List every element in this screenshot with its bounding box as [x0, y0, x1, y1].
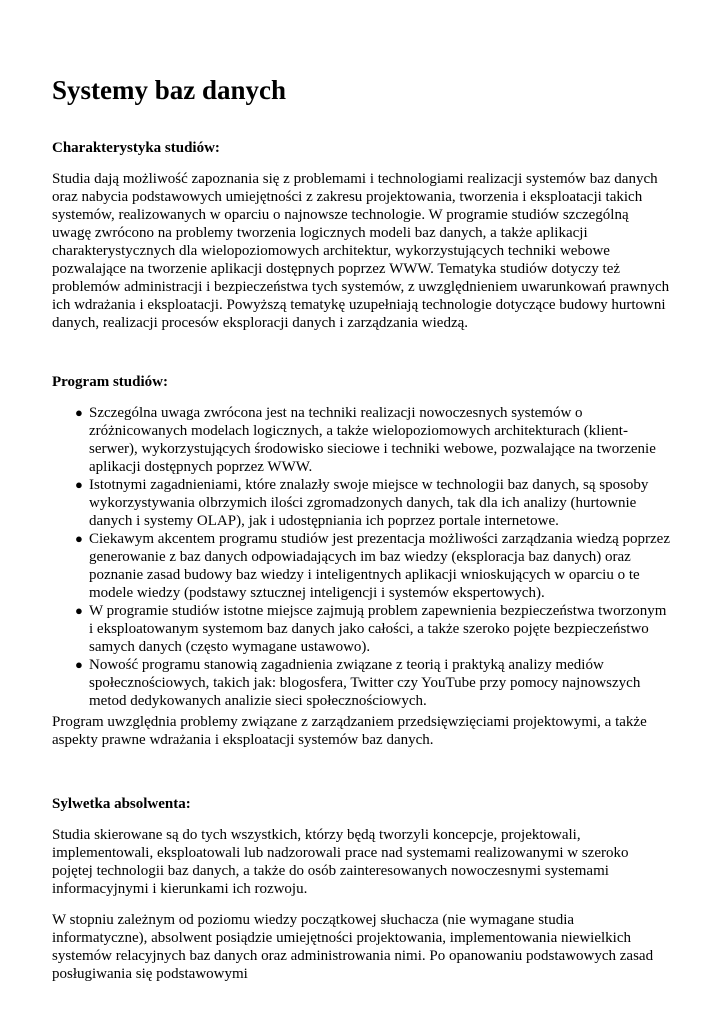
program-closing-paragraph: Program uwzględnia problemy związane z zarządzaniem przedsięwzięciami projektowymi, a także aspekty prawne wdrażania i eksploatacji systemów baz danych.: [52, 714, 647, 748]
list-item-text: Istotnymi zagadnieniami, które znalazły swoje miejsce w technologii baz danych, są sposoby wykorzystywania olbrzymich ilości zgromadzonych danych, tak dla ich analizy (hurtownie danych i systemy OLAP), jak i udostępniania ich poprzez portale internetowe.: [89, 477, 649, 529]
bullet-icon: ●: [75, 603, 83, 618]
page-title: Systemy baz danych: [52, 75, 287, 105]
list-item-text: Szczególna uwaga zwrócona jest na techniki realizacji nowoczesnych systemów o zróżnicowanych modelach logicznych, a także wielopoziomowych architekturach (klient-serwer), wykorzystujących środowisko sieciowe i techniki webowe, pozwalające na tworzenie aplikacji dostępnych poprzez WWW.: [89, 405, 656, 475]
bullet-icon: ●: [75, 405, 83, 420]
list-item-text: Ciekawym akcentem programu studiów jest prezentacja możliwości zarządzania wiedzą poprzez generowanie z baz danych odpowiadających im baz wiedzy (eksploracja baz danych) oraz poznanie zasad budowy baz wiedzy i inteligentnych aplikacji wnioskujących w oparciu o te modele wiedzy (podstawy sztucznej inteligencji i systemów ekspertowych).: [89, 531, 670, 601]
list-item: [75, 530, 670, 602]
section-heading-graduate: Sylwetka absolwenta:: [52, 796, 191, 812]
section-heading-characteristics: Charakterystyka studiów:: [52, 140, 220, 156]
program-list: [52, 404, 670, 710]
list-item: [75, 602, 670, 656]
list-item: [75, 404, 670, 476]
characteristics-paragraph: Studia dają możliwość zapoznania się z problemami i technologiami realizacji systemów baz danych oraz nabycia podstawowych umiejętności z zakresu projektowania, tworzenia i eksploatacji takich systemów, realizowanych w oparciu o najnowsze technologie. W programie studiów szczególną uwagę zwrócono na problemy tworzenia logicznych modeli baz danych, a także aplikacji charakterystycznych dla wielopoziomowych architektur, wykorzystujących techniki webowe pozwalające na tworzenie aplikacji dostępnych poprzez WWW. Tematyka studiów dotyczy też problemów administracji i bezpieczeństwa tych systemów, z uwzględnieniem uwarunkowań prawnych ich wdrażania i eksploatacji. Powyższą tematykę uzupełniają technologie dotyczące budowy hurtowni danych, realizacji procesów eksploracji danych i zarządzania wiedzą.: [52, 171, 670, 331]
list-item: [75, 656, 670, 710]
section-heading-program: Program studiów:: [52, 374, 168, 390]
list-item-text: W programie studiów istotne miejsce zajmują problem zapewnienia bezpieczeństwa tworzonym i eksploatowanym systemom baz danych jako całości, a także szeroko pojęte bezpieczeństwo samych danych (często wymagane ustawowo).: [89, 603, 667, 655]
list-item-text: Nowość programu stanowią zagadnienia związane z teorią i praktyką analizy mediów społecznościowych, takich jak: blogosfera, Twitter czy YouTube przy pomocy najnowszych metod dedykowanych analizie sieci społecznościowych.: [89, 657, 641, 709]
graduate-paragraph-2: W stopniu zależnym od poziomu wiedzy początkowej słuchacza (nie wymagane studia informatyczne), absolwent posiądzie umiejętności projektowania, implementowania niewielkich systemów relacyjnych baz danych oraz administrowania nimi. Po opanowaniu podstawowych zasad posługiwania się podstawowymi: [52, 912, 654, 982]
bullet-icon: ●: [75, 657, 83, 672]
list-item: [75, 476, 670, 530]
bullet-icon: ●: [75, 477, 83, 492]
graduate-paragraph-1: Studia skierowane są do tych wszystkich, którzy będą tworzyli koncepcje, projektowali, implementowali, eksploatowali lub nadzorowali prace nad systemami realizowanymi w szeroko pojętej technologii baz danych, a także do osób zainteresowanych nowoczesnymi systemami informacyjnymi i kierunkami ich rozwoju.: [52, 827, 629, 897]
bullet-icon: ●: [75, 531, 83, 546]
